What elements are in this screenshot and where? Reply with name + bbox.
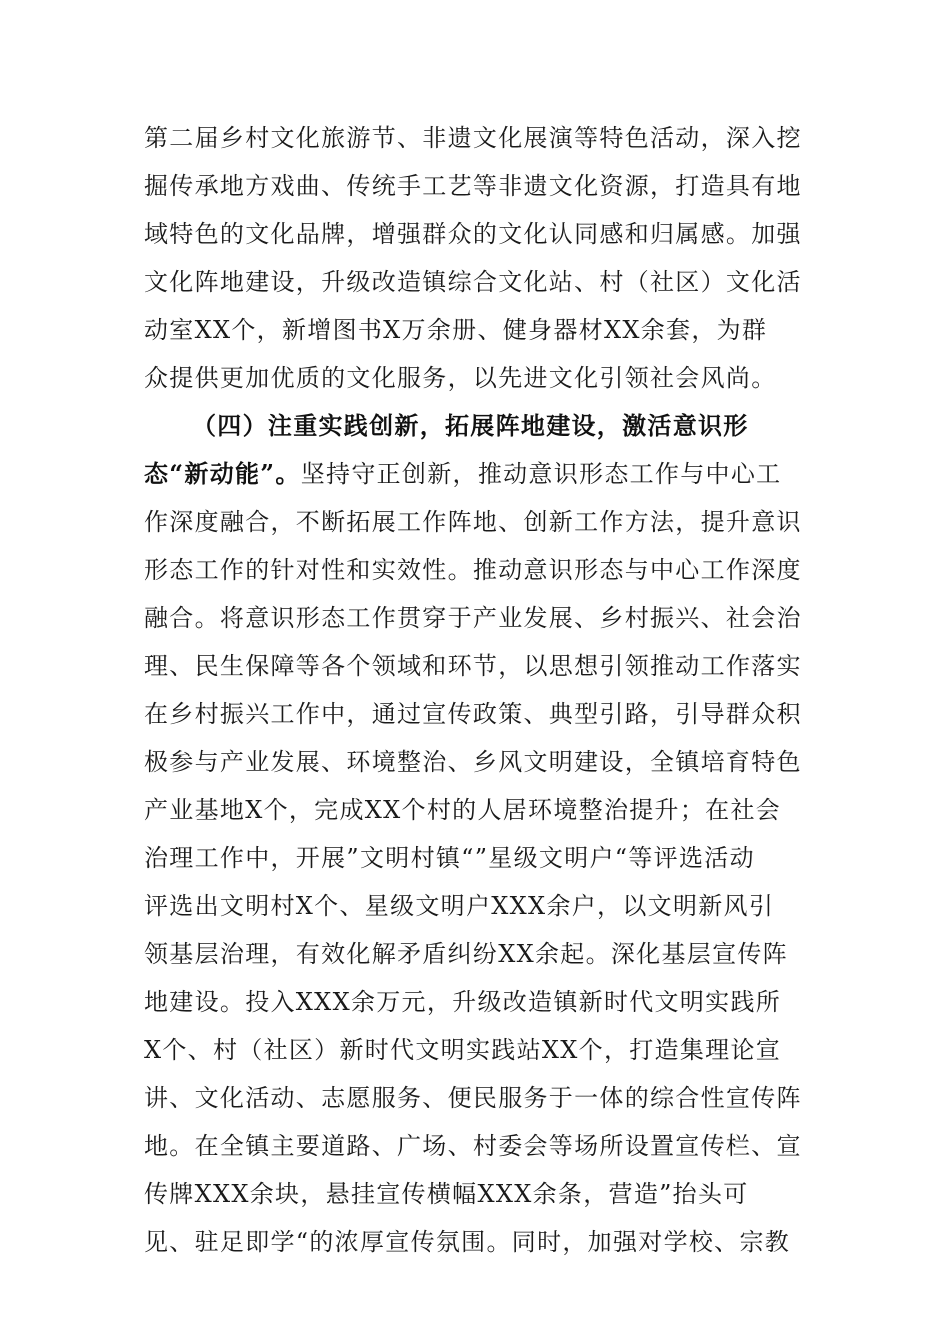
text-line: 传牌XXX余块，悬挂宣传横幅XXX余条，营造”抬头可 (144, 1180, 749, 1208)
text-line: 治理工作中，开展”文明村镇“”星级文明户“等评选活动 (144, 844, 755, 872)
text-line: 作深度融合，不断拓展工作阵地、创新工作方法，提升意识 (144, 508, 802, 536)
text-line: 形态工作的针对性和实效性。推动意识形态与中心工作深度 (144, 556, 802, 584)
text-line: 产业基地X个，完成XX个村的人居环境整治提升；在社会 (144, 796, 782, 824)
document-body (144, 114, 809, 1266)
text-line: 讲、文化活动、志愿服务、便民服务于一体的综合性宣传阵 (144, 1084, 802, 1112)
paragraph-practice-innovation (144, 402, 809, 1266)
text-line: 极参与产业发展、环境整治、乡风文明建设，全镇培育特色 (144, 748, 802, 776)
section-heading-continued: 态“新动能”。 (144, 459, 301, 488)
text-line: 文化阵地建设，升级改造镇综合文化站、村（社区）文化活 (144, 268, 802, 296)
text-line: 第二届乡村文化旅游节、非遗文化展演等特色活动，深入挖 (144, 124, 802, 152)
text-line: 众提供更加优质的文化服务，以先进文化引领社会风尚。 (144, 364, 777, 392)
text-line: X个、村（社区）新时代文明实践站XX个，打造集理论宣 (144, 1036, 782, 1064)
text-line: 地。在全镇主要道路、广场、村委会等场所设置宣传栏、宣 (144, 1132, 802, 1160)
section-heading-line (144, 402, 809, 450)
paragraph-culture (144, 114, 809, 402)
text-line: 掘传承地方戏曲、传统手工艺等非遗文化资源，打造具有地 (144, 172, 802, 200)
text-line (144, 450, 809, 498)
text-line: 动室XX个，新增图书X万余册、健身器材XX余套，为群 (144, 316, 768, 344)
text-line: 域特色的文化品牌，增强群众的文化认同感和归属感。加强 (144, 220, 802, 248)
text-line: 在乡村振兴工作中，通过宣传政策、典型引路，引导群众积 (144, 700, 802, 728)
text-line: 领基层治理，有效化解矛盾纠纷XX余起。深化基层宣传阵 (144, 940, 788, 968)
section-heading: （四）注重实践创新，拓展阵地建设，激活意识形 (192, 411, 749, 440)
text-line: 见、驻足即学“的浓厚宣传氛围。同时，加强对学校、宗教 (144, 1228, 791, 1256)
text-line: 地建设。投入XXX余万元，升级改造镇新时代文明实践所 (144, 988, 782, 1016)
text-line: 理、民生保障等各个领域和环节，以思想引领推动工作落实 (144, 652, 802, 680)
text-line-rest: 坚持守正创新，推动意识形态工作与中心工 (300, 460, 782, 488)
text-line: 融合。将意识形态工作贯穿于产业发展、乡村振兴、社会治 (144, 604, 802, 632)
text-line: 评选出文明村X个、星级文明户XXX余户，以文明新风引 (144, 892, 775, 920)
